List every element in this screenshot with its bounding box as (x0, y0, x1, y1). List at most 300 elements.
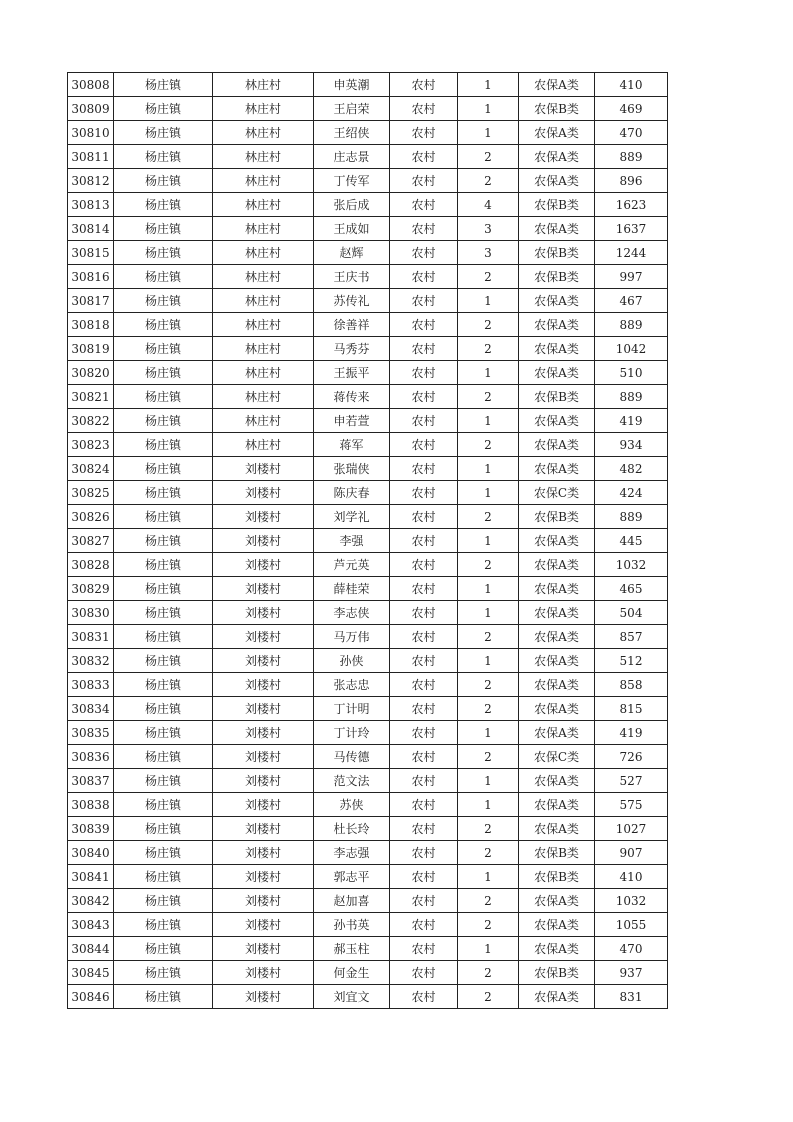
id-cell: 30846 (68, 985, 114, 1009)
town-cell: 杨庄镇 (114, 97, 213, 121)
name-cell: 蒋传来 (314, 385, 390, 409)
household-count-cell: 2 (458, 433, 519, 457)
id-cell: 30820 (68, 361, 114, 385)
amount-cell: 482 (595, 457, 668, 481)
name-cell: 李强 (314, 529, 390, 553)
amount-cell: 937 (595, 961, 668, 985)
area-type-cell: 农村 (390, 601, 458, 625)
area-type-cell: 农村 (390, 913, 458, 937)
town-cell: 杨庄镇 (114, 601, 213, 625)
table-row (68, 649, 668, 673)
id-cell: 30836 (68, 745, 114, 769)
name-cell: 丁计玲 (314, 721, 390, 745)
household-count-cell: 1 (458, 97, 519, 121)
town-cell: 杨庄镇 (114, 721, 213, 745)
area-type-cell: 农村 (390, 241, 458, 265)
id-cell: 30811 (68, 145, 114, 169)
id-cell: 30823 (68, 433, 114, 457)
village-cell: 刘楼村 (213, 985, 314, 1009)
town-cell: 杨庄镇 (114, 913, 213, 937)
town-cell: 杨庄镇 (114, 529, 213, 553)
id-cell: 30845 (68, 961, 114, 985)
insurance-category-cell: 农保A类 (519, 889, 595, 913)
name-cell: 郭志平 (314, 865, 390, 889)
amount-cell: 889 (595, 313, 668, 337)
name-cell: 赵辉 (314, 241, 390, 265)
id-cell: 30827 (68, 529, 114, 553)
area-type-cell: 农村 (390, 625, 458, 649)
id-cell: 30826 (68, 505, 114, 529)
village-cell: 刘楼村 (213, 505, 314, 529)
id-cell: 30837 (68, 769, 114, 793)
area-type-cell: 农村 (390, 961, 458, 985)
amount-cell: 527 (595, 769, 668, 793)
area-type-cell: 农村 (390, 385, 458, 409)
household-count-cell: 1 (458, 457, 519, 481)
insurance-category-cell: 农保C类 (519, 745, 595, 769)
area-type-cell: 农村 (390, 697, 458, 721)
town-cell: 杨庄镇 (114, 889, 213, 913)
area-type-cell: 农村 (390, 481, 458, 505)
town-cell: 杨庄镇 (114, 241, 213, 265)
name-cell: 郝玉柱 (314, 937, 390, 961)
name-cell: 陈庆春 (314, 481, 390, 505)
id-cell: 30817 (68, 289, 114, 313)
town-cell: 杨庄镇 (114, 985, 213, 1009)
amount-cell: 1027 (595, 817, 668, 841)
id-cell: 30839 (68, 817, 114, 841)
id-cell: 30810 (68, 121, 114, 145)
insurance-category-cell: 农保A类 (519, 529, 595, 553)
household-count-cell: 2 (458, 505, 519, 529)
town-cell: 杨庄镇 (114, 841, 213, 865)
amount-cell: 575 (595, 793, 668, 817)
insurance-category-cell: 农保A类 (519, 577, 595, 601)
town-cell: 杨庄镇 (114, 793, 213, 817)
insurance-category-cell: 农保A类 (519, 73, 595, 97)
town-cell: 杨庄镇 (114, 457, 213, 481)
household-count-cell: 1 (458, 481, 519, 505)
name-cell: 李志强 (314, 841, 390, 865)
village-cell: 刘楼村 (213, 457, 314, 481)
insurance-category-cell: 农保A类 (519, 457, 595, 481)
town-cell: 杨庄镇 (114, 265, 213, 289)
name-cell: 何金生 (314, 961, 390, 985)
insurance-category-cell: 农保A类 (519, 145, 595, 169)
village-cell: 刘楼村 (213, 913, 314, 937)
insurance-category-cell: 农保A类 (519, 169, 595, 193)
village-cell: 林庄村 (213, 337, 314, 361)
household-count-cell: 1 (458, 73, 519, 97)
village-cell: 刘楼村 (213, 793, 314, 817)
village-cell: 林庄村 (213, 409, 314, 433)
id-cell: 30838 (68, 793, 114, 817)
town-cell: 杨庄镇 (114, 697, 213, 721)
village-cell: 刘楼村 (213, 529, 314, 553)
village-cell: 刘楼村 (213, 673, 314, 697)
name-cell: 范文法 (314, 769, 390, 793)
table-row (68, 505, 668, 529)
name-cell: 王绍侠 (314, 121, 390, 145)
insurance-category-cell: 农保A类 (519, 625, 595, 649)
table-row (68, 865, 668, 889)
amount-cell: 889 (595, 145, 668, 169)
household-count-cell: 1 (458, 865, 519, 889)
id-cell: 30812 (68, 169, 114, 193)
table-row (68, 193, 668, 217)
id-cell: 30830 (68, 601, 114, 625)
area-type-cell: 农村 (390, 865, 458, 889)
name-cell: 薛桂荣 (314, 577, 390, 601)
table-row (68, 625, 668, 649)
amount-cell: 424 (595, 481, 668, 505)
village-cell: 刘楼村 (213, 481, 314, 505)
id-cell: 30819 (68, 337, 114, 361)
area-type-cell: 农村 (390, 937, 458, 961)
area-type-cell: 农村 (390, 337, 458, 361)
table-row (68, 169, 668, 193)
town-cell: 杨庄镇 (114, 769, 213, 793)
village-cell: 林庄村 (213, 169, 314, 193)
area-type-cell: 农村 (390, 505, 458, 529)
name-cell: 徐善祥 (314, 313, 390, 337)
amount-cell: 1244 (595, 241, 668, 265)
name-cell: 丁传军 (314, 169, 390, 193)
amount-cell: 889 (595, 505, 668, 529)
benefit-table (67, 72, 668, 1009)
name-cell: 马传德 (314, 745, 390, 769)
insurance-category-cell: 农保B类 (519, 265, 595, 289)
household-count-cell: 3 (458, 241, 519, 265)
amount-cell: 470 (595, 937, 668, 961)
amount-cell: 510 (595, 361, 668, 385)
amount-cell: 465 (595, 577, 668, 601)
amount-cell: 470 (595, 121, 668, 145)
area-type-cell: 农村 (390, 265, 458, 289)
household-count-cell: 1 (458, 361, 519, 385)
village-cell: 林庄村 (213, 313, 314, 337)
area-type-cell: 农村 (390, 97, 458, 121)
household-count-cell: 2 (458, 961, 519, 985)
table-row (68, 313, 668, 337)
area-type-cell: 农村 (390, 673, 458, 697)
insurance-category-cell: 农保B类 (519, 97, 595, 121)
village-cell: 林庄村 (213, 265, 314, 289)
name-cell: 张后成 (314, 193, 390, 217)
insurance-category-cell: 农保B类 (519, 241, 595, 265)
table-row (68, 145, 668, 169)
name-cell: 刘学礼 (314, 505, 390, 529)
insurance-category-cell: 农保A类 (519, 769, 595, 793)
table-row (68, 553, 668, 577)
insurance-category-cell: 农保A类 (519, 361, 595, 385)
area-type-cell: 农村 (390, 817, 458, 841)
household-count-cell: 2 (458, 625, 519, 649)
name-cell: 王庆书 (314, 265, 390, 289)
town-cell: 杨庄镇 (114, 73, 213, 97)
name-cell: 马万伟 (314, 625, 390, 649)
id-cell: 30844 (68, 937, 114, 961)
id-cell: 30829 (68, 577, 114, 601)
insurance-category-cell: 农保A类 (519, 721, 595, 745)
town-cell: 杨庄镇 (114, 553, 213, 577)
household-count-cell: 2 (458, 673, 519, 697)
table-row (68, 769, 668, 793)
id-cell: 30833 (68, 673, 114, 697)
table-row (68, 745, 668, 769)
household-count-cell: 4 (458, 193, 519, 217)
village-cell: 林庄村 (213, 97, 314, 121)
insurance-category-cell: 农保A类 (519, 697, 595, 721)
table-body (68, 73, 668, 1009)
household-count-cell: 1 (458, 769, 519, 793)
insurance-category-cell: 农保A类 (519, 793, 595, 817)
household-count-cell: 1 (458, 601, 519, 625)
insurance-category-cell: 农保A类 (519, 289, 595, 313)
village-cell: 林庄村 (213, 121, 314, 145)
table-row (68, 433, 668, 457)
village-cell: 林庄村 (213, 193, 314, 217)
table-row (68, 697, 668, 721)
area-type-cell: 农村 (390, 433, 458, 457)
town-cell: 杨庄镇 (114, 745, 213, 769)
village-cell: 刘楼村 (213, 865, 314, 889)
town-cell: 杨庄镇 (114, 337, 213, 361)
id-cell: 30834 (68, 697, 114, 721)
insurance-category-cell: 农保C类 (519, 481, 595, 505)
id-cell: 30818 (68, 313, 114, 337)
amount-cell: 410 (595, 865, 668, 889)
insurance-category-cell: 农保A类 (519, 913, 595, 937)
insurance-category-cell: 农保A类 (519, 937, 595, 961)
insurance-category-cell: 农保B类 (519, 841, 595, 865)
name-cell: 刘宜文 (314, 985, 390, 1009)
table-row (68, 841, 668, 865)
table-row (68, 121, 668, 145)
village-cell: 刘楼村 (213, 649, 314, 673)
household-count-cell: 2 (458, 313, 519, 337)
id-cell: 30832 (68, 649, 114, 673)
table-row (68, 529, 668, 553)
area-type-cell: 农村 (390, 193, 458, 217)
amount-cell: 997 (595, 265, 668, 289)
name-cell: 蒋军 (314, 433, 390, 457)
name-cell: 孙书英 (314, 913, 390, 937)
household-count-cell: 2 (458, 265, 519, 289)
table-row (68, 265, 668, 289)
insurance-category-cell: 农保B类 (519, 505, 595, 529)
amount-cell: 831 (595, 985, 668, 1009)
household-count-cell: 2 (458, 697, 519, 721)
town-cell: 杨庄镇 (114, 193, 213, 217)
insurance-category-cell: 农保B类 (519, 193, 595, 217)
amount-cell: 445 (595, 529, 668, 553)
table-row (68, 361, 668, 385)
amount-cell: 889 (595, 385, 668, 409)
name-cell: 芦元英 (314, 553, 390, 577)
town-cell: 杨庄镇 (114, 145, 213, 169)
town-cell: 杨庄镇 (114, 505, 213, 529)
name-cell: 马秀芬 (314, 337, 390, 361)
village-cell: 刘楼村 (213, 721, 314, 745)
village-cell: 刘楼村 (213, 553, 314, 577)
household-count-cell: 1 (458, 409, 519, 433)
area-type-cell: 农村 (390, 121, 458, 145)
amount-cell: 896 (595, 169, 668, 193)
table-row (68, 889, 668, 913)
table-row (68, 73, 668, 97)
household-count-cell: 1 (458, 121, 519, 145)
village-cell: 刘楼村 (213, 697, 314, 721)
area-type-cell: 农村 (390, 409, 458, 433)
town-cell: 杨庄镇 (114, 817, 213, 841)
village-cell: 林庄村 (213, 73, 314, 97)
amount-cell: 419 (595, 721, 668, 745)
insurance-category-cell: 农保A类 (519, 649, 595, 673)
table-row (68, 481, 668, 505)
id-cell: 30815 (68, 241, 114, 265)
insurance-category-cell: 农保A类 (519, 673, 595, 697)
area-type-cell: 农村 (390, 217, 458, 241)
area-type-cell: 农村 (390, 769, 458, 793)
insurance-category-cell: 农保A类 (519, 337, 595, 361)
name-cell: 张志忠 (314, 673, 390, 697)
town-cell: 杨庄镇 (114, 289, 213, 313)
town-cell: 杨庄镇 (114, 313, 213, 337)
name-cell: 张瑞侠 (314, 457, 390, 481)
village-cell: 林庄村 (213, 361, 314, 385)
insurance-category-cell: 农保A类 (519, 313, 595, 337)
household-count-cell: 2 (458, 553, 519, 577)
name-cell: 杜长玲 (314, 817, 390, 841)
table-row (68, 457, 668, 481)
insurance-category-cell: 农保A类 (519, 553, 595, 577)
town-cell: 杨庄镇 (114, 625, 213, 649)
amount-cell: 1042 (595, 337, 668, 361)
table-row (68, 97, 668, 121)
name-cell: 王振平 (314, 361, 390, 385)
household-count-cell: 2 (458, 145, 519, 169)
town-cell: 杨庄镇 (114, 649, 213, 673)
id-cell: 30843 (68, 913, 114, 937)
household-count-cell: 1 (458, 649, 519, 673)
id-cell: 30831 (68, 625, 114, 649)
town-cell: 杨庄镇 (114, 361, 213, 385)
insurance-category-cell: 农保B类 (519, 961, 595, 985)
area-type-cell: 农村 (390, 313, 458, 337)
amount-cell: 726 (595, 745, 668, 769)
area-type-cell: 农村 (390, 745, 458, 769)
area-type-cell: 农村 (390, 793, 458, 817)
village-cell: 刘楼村 (213, 625, 314, 649)
table-row (68, 961, 668, 985)
household-count-cell: 1 (458, 289, 519, 313)
village-cell: 刘楼村 (213, 769, 314, 793)
village-cell: 刘楼村 (213, 577, 314, 601)
area-type-cell: 农村 (390, 457, 458, 481)
household-count-cell: 2 (458, 337, 519, 361)
village-cell: 林庄村 (213, 241, 314, 265)
household-count-cell: 2 (458, 889, 519, 913)
household-count-cell: 2 (458, 817, 519, 841)
name-cell: 丁计明 (314, 697, 390, 721)
insurance-category-cell: 农保B类 (519, 385, 595, 409)
village-cell: 刘楼村 (213, 961, 314, 985)
household-count-cell: 1 (458, 721, 519, 745)
amount-cell: 410 (595, 73, 668, 97)
table-row (68, 721, 668, 745)
area-type-cell: 农村 (390, 529, 458, 553)
town-cell: 杨庄镇 (114, 385, 213, 409)
town-cell: 杨庄镇 (114, 937, 213, 961)
table-row (68, 241, 668, 265)
amount-cell: 858 (595, 673, 668, 697)
area-type-cell: 农村 (390, 553, 458, 577)
household-count-cell: 1 (458, 793, 519, 817)
village-cell: 林庄村 (213, 289, 314, 313)
household-count-cell: 2 (458, 913, 519, 937)
village-cell: 刘楼村 (213, 937, 314, 961)
household-count-cell: 1 (458, 529, 519, 553)
insurance-category-cell: 农保A类 (519, 985, 595, 1009)
town-cell: 杨庄镇 (114, 865, 213, 889)
amount-cell: 1032 (595, 889, 668, 913)
area-type-cell: 农村 (390, 577, 458, 601)
town-cell: 杨庄镇 (114, 217, 213, 241)
village-cell: 林庄村 (213, 217, 314, 241)
name-cell: 苏传礼 (314, 289, 390, 313)
insurance-category-cell: 农保A类 (519, 433, 595, 457)
area-type-cell: 农村 (390, 169, 458, 193)
insurance-category-cell: 农保A类 (519, 817, 595, 841)
name-cell: 王成如 (314, 217, 390, 241)
amount-cell: 504 (595, 601, 668, 625)
id-cell: 30808 (68, 73, 114, 97)
household-count-cell: 2 (458, 169, 519, 193)
amount-cell: 857 (595, 625, 668, 649)
id-cell: 30814 (68, 217, 114, 241)
area-type-cell: 农村 (390, 361, 458, 385)
insurance-category-cell: 农保B类 (519, 865, 595, 889)
household-count-cell: 2 (458, 385, 519, 409)
id-cell: 30825 (68, 481, 114, 505)
amount-cell: 1032 (595, 553, 668, 577)
household-count-cell: 2 (458, 745, 519, 769)
area-type-cell: 农村 (390, 73, 458, 97)
amount-cell: 1055 (595, 913, 668, 937)
id-cell: 30842 (68, 889, 114, 913)
id-cell: 30841 (68, 865, 114, 889)
id-cell: 30824 (68, 457, 114, 481)
table-row (68, 601, 668, 625)
id-cell: 30835 (68, 721, 114, 745)
village-cell: 刘楼村 (213, 817, 314, 841)
area-type-cell: 农村 (390, 721, 458, 745)
id-cell: 30828 (68, 553, 114, 577)
table-row (68, 217, 668, 241)
id-cell: 30813 (68, 193, 114, 217)
area-type-cell: 农村 (390, 889, 458, 913)
town-cell: 杨庄镇 (114, 577, 213, 601)
insurance-category-cell: 农保A类 (519, 409, 595, 433)
amount-cell: 1623 (595, 193, 668, 217)
town-cell: 杨庄镇 (114, 433, 213, 457)
town-cell: 杨庄镇 (114, 481, 213, 505)
name-cell: 庄志景 (314, 145, 390, 169)
household-count-cell: 3 (458, 217, 519, 241)
village-cell: 林庄村 (213, 145, 314, 169)
village-cell: 刘楼村 (213, 745, 314, 769)
